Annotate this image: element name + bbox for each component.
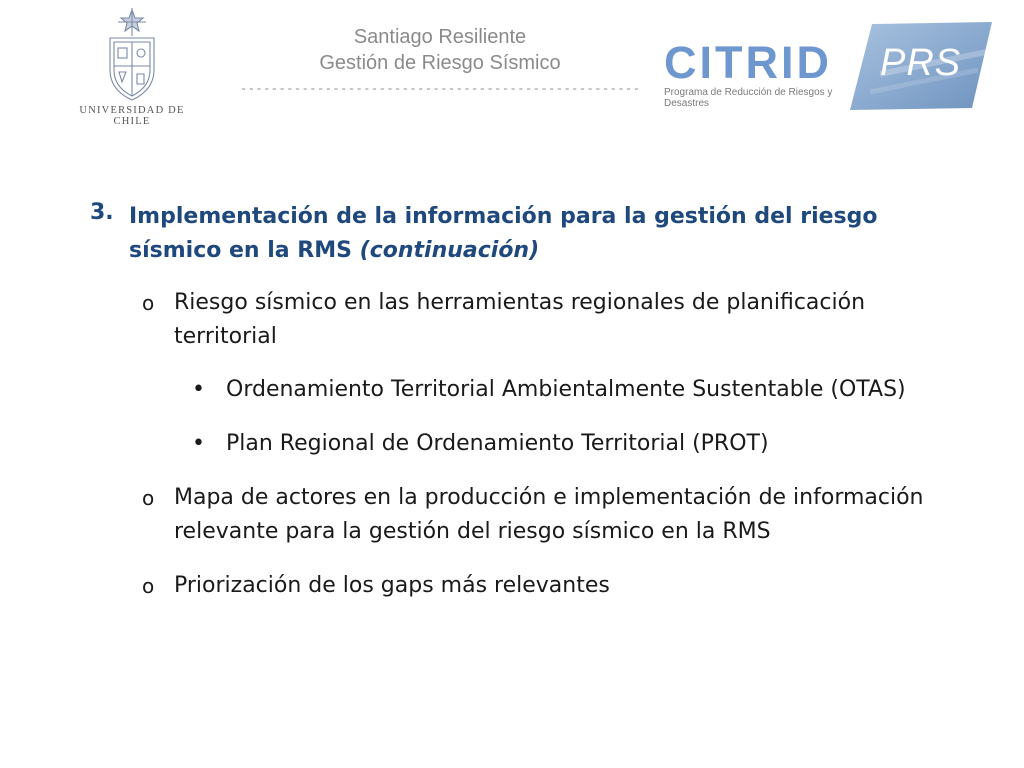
- circle-bullet-icon: o: [142, 291, 155, 315]
- dot-bullet-icon: •: [192, 431, 205, 456]
- sub-item-text: Priorización de los gaps más relevantes: [174, 573, 610, 598]
- circle-bullet-icon: o: [142, 486, 155, 510]
- header-subtitle: Gestión de Riesgo Sísmico: [319, 52, 561, 74]
- heading-main-text: Implementación de la información para la gestión del riesgo sísmico en la RMS: [129, 204, 878, 263]
- circle-bullet-icon: o: [142, 574, 155, 598]
- bullet-item-text: Plan Regional de Ordenamiento Territorial (PROT): [226, 431, 769, 456]
- bullet-item-text: Ordenamiento Territorial Ambientalmente Sustentable (OTAS): [226, 377, 906, 402]
- citrid-wordmark: CITRID: [664, 37, 832, 88]
- heading-text: [129, 200, 969, 268]
- heading-number: 3.: [90, 200, 114, 225]
- heading-italic-text: (continuación): [359, 238, 540, 263]
- header-dashed-rule: ----------------------------------------------------: [240, 82, 640, 96]
- prs-wordmark: PRS: [880, 42, 962, 84]
- university-name: UNIVERSIDAD DE CHILE: [79, 105, 185, 127]
- citrid-subtitle: Programa de Reducción de Riesgos y Desastres: [664, 87, 833, 109]
- sub-item-text: Mapa de actores en la producción e implementación de información relevante para la gestión del riesgo sísmico en la RMS: [174, 485, 924, 544]
- dot-bullet-icon: •: [192, 377, 205, 402]
- header-title: Santiago Resiliente: [353, 26, 527, 48]
- sub-item-text: Riesgo sísmico en las herramientas regionales de planificación territorial: [174, 290, 866, 349]
